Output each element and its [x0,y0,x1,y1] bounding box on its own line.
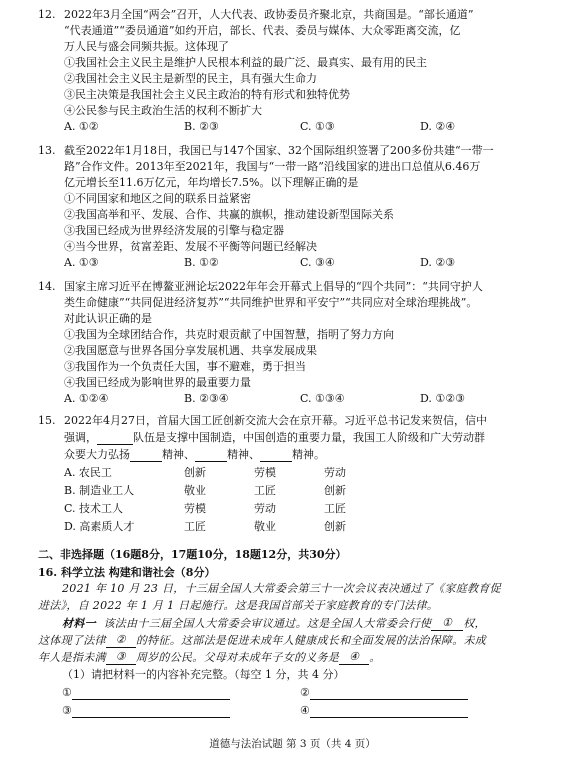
answer-line-3[interactable] [62,704,230,718]
option-b[interactable]: B. ②③④ [184,392,229,405]
sub-question-1: （1）请把材料一的内容补充完整。（每空 1 分，共 4 分） [62,668,345,681]
option-cell: 创新 [324,484,346,497]
material-one-line [62,616,486,631]
statement-2: ②我国社会主义民主是新型的民主，具有强大生命力 [64,72,317,85]
material-one-line [38,650,381,665]
answer-underline[interactable] [72,705,230,718]
option-cell: 劳模 [254,466,276,479]
material-blank-4[interactable]: ④ [339,650,369,665]
statement-1: ①我国为全球团结合作，共克时艰贡献了中国智慧，指明了努力方向 [64,328,394,341]
material-text: 权， [463,617,486,630]
question-text: 类生命健康”“共同促进经济复苏”“共同维护世界和平安宁”“共同应对全球治理挑战”。 [64,296,478,309]
statement-2: ②我国高举和平、发展、合作、共赢的旗帜，推动建设新型国际关系 [64,208,394,221]
option-cell: 劳动 [324,466,346,479]
material-text: 周岁的公民。父母对未成年子女的义务是 [135,651,340,664]
question-text: 万人民与盛会同频共振。这体现了 [64,40,229,53]
option-b-label[interactable]: B. 制造业工人 [64,484,135,497]
answer-underline[interactable] [310,705,468,718]
answer-number: ③ [62,704,72,717]
option-c-label[interactable]: C. 技术工人 [64,502,124,515]
statement-4: ④我国已经成为影响世界的最重要力量 [64,376,251,389]
answer-number: ④ [300,704,310,717]
question-16-heading: 16. 科学立法 构建和谐社会（8分） [38,566,216,579]
option-d[interactable]: D. ①②③ [420,392,466,405]
option-a[interactable]: A. ①② [64,120,99,133]
option-cell: 创新 [184,466,206,479]
question-text: 国家主席习近平在博鳌亚洲论坛2022年年会开幕式上倡导的“四个共同”：“共同守护人 [64,280,483,293]
option-cell: 工匠 [184,520,206,533]
material-text: 该法由十三届全国人大常委会审议通过。这是全国人大常委会行使 [103,617,432,630]
statement-2: ②我国愿意与世界各国分享发展机遇、共享发展成果 [64,344,317,357]
answer-blank[interactable] [97,432,133,445]
material-blank-3[interactable]: ③ [106,650,136,665]
question-text: 2022年4月27日，首届大国工匠创新交流大会在京开幕。习近平总书记发来贺信，信中 [64,414,487,427]
answer-number: ① [62,686,72,699]
answer-line-1[interactable] [62,686,230,700]
option-c[interactable]: C. ①③④ [300,392,345,405]
question-text-part: 众要大力弘扬 [64,448,130,461]
answer-line-2[interactable] [300,686,468,700]
material-intro: 2021 年 10 月 23 日，十三届全国人大常委会第三十一次会议表决通过了《家庭教育促 [62,582,501,595]
question-text: 2022年3月全国“两会”召开，人大代表、政协委员齐聚北京，共商国是。“部长通道” [64,8,474,21]
statement-3: ③我国作为一个负责任大国，事不避难，勇于担当 [64,360,306,373]
option-cell: 劳模 [184,502,206,515]
question-number: 15. [38,414,56,427]
material-text: 年人是指未满 [38,651,106,664]
option-b[interactable]: B. ①② [184,256,219,269]
question-number: 14. [38,280,56,293]
statement-1: ①我国社会主义民主是维护人民根本利益的最广泛、最真实、最有用的民主 [64,56,427,69]
option-cell: 敬业 [184,484,206,497]
question-text: 路”合作文件。2013年至2021年，我国与“一带一路”沿线国家的进出口总值从6.46万 [64,160,481,173]
section-heading: 二、非选择题（16题8分，17题10分，18题12分，共30分） [38,548,347,561]
material-text: 的特征。这部法是促进未成年人健康成长和全面发展的法治保障。未成 [135,634,487,647]
material-intro: 进法》，自 2022 年 1 月 1 日起施行。这是我国首部关于家庭教育的专门法律。 [38,599,439,612]
material-text: 。 [369,651,381,664]
question-text: 亿元增长至11.6万亿元，年均增长7.5%。以下理解正确的是 [64,176,359,189]
option-cell: 创新 [324,520,346,533]
option-cell: 工匠 [324,502,346,515]
option-cell: 工匠 [254,484,276,497]
question-text-part: 精神。 [292,448,325,461]
answer-underline[interactable] [310,687,468,700]
statement-3: ③民主决策是我国社会主义民主政治的特有形式和独特优势 [64,88,350,101]
option-a-label[interactable]: A. 农民工 [64,466,112,479]
question-text [64,448,325,462]
material-blank-1[interactable]: ① [431,616,463,631]
answer-underline[interactable] [72,687,230,700]
answer-blank[interactable] [195,449,227,462]
page-footer: 道德与法治试题 第 3 页（共 4 页） [209,738,376,750]
option-c[interactable]: C. ③④ [300,256,335,269]
material-text: 这体现了法律 [38,634,106,647]
option-d-label[interactable]: D. 高素质人才 [64,520,135,533]
statement-4: ④公民参与民主政治生活的权利不断扩大 [64,104,262,117]
answer-blank[interactable] [130,449,162,462]
option-b[interactable]: B. ②③ [184,120,219,133]
question-text: 截至2022年1月18日，我国已与147个国家、32个国际组织签署了200多份共建“一带一 [64,144,494,157]
answer-blank[interactable] [260,449,292,462]
answer-line-4[interactable] [300,704,468,718]
question-text-part: 精神、 [227,448,260,461]
answer-number: ② [300,686,310,699]
option-a[interactable]: A. ①③ [64,256,99,269]
option-cell: 敬业 [254,520,276,533]
option-d[interactable]: D. ②④ [420,120,456,133]
question-text [64,431,485,445]
material-blank-2[interactable]: ② [106,633,136,648]
option-cell: 劳动 [254,502,276,515]
option-c[interactable]: C. ①③ [300,120,335,133]
material-label: 材料一 [62,617,96,630]
material-one-line [38,633,486,648]
question-text: 对此认识正确的是 [64,312,152,325]
option-d[interactable]: D. ②③ [420,256,456,269]
question-number: 13. [38,144,56,157]
question-text: “代表通道”“委员通道”如约开启，部长、代表、委员与媒体、大众零距离交流，亿 [64,24,461,37]
statement-4: ④当今世界，贫富差距、发展不平衡等问题已经解决 [64,240,317,253]
statement-3: ③我国已经成为世界经济发展的引擎与稳定器 [64,224,284,237]
question-number: 12. [38,8,56,21]
question-text-part: 精神、 [162,448,195,461]
option-a[interactable]: A. ①②④ [64,392,109,405]
question-text-part: 队伍是支撑中国制造，中国创造的重要力量，我国工人阶级和广大劳动群 [133,431,485,444]
question-text-part: 强调， [64,431,97,444]
statement-1: ①不同国家和地区之间的联系日益紧密 [64,192,251,205]
